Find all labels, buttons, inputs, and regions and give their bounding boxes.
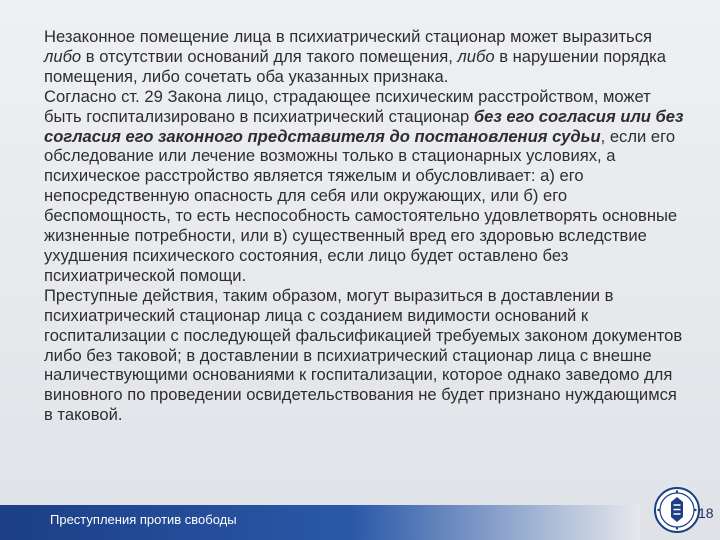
paragraph-2-text-2: , если его обследование или лечение возможны только в стационарных условиях, а психическое расстройство является тяжелым и обусловливает: а) его непосредственную опасность для себя или окружающих, или б) его беспомощность, то есть неспособность самостоятельно удовлетворять основные жизненные потребности, или в) существенный вред его здоровью вследствие ухудшения психического состояния, если лицо будет оставлено без психиатрической помощи. <box>44 126 678 285</box>
paragraph-1 <box>44 27 684 87</box>
paragraph-3 <box>44 286 684 425</box>
page-number: 18 <box>698 505 714 521</box>
university-seal-icon <box>654 487 700 533</box>
paragraph-1-text-3: в нарушении порядка помещения, либо сочетать оба указанных признака. <box>44 46 666 86</box>
slide-body <box>44 27 684 425</box>
footer-title: Преступления против свободы <box>50 512 237 527</box>
paragraph-1-emphasis-1: либо <box>44 46 82 66</box>
paragraph-2 <box>44 87 684 286</box>
paragraph-3-text: Преступные действия, таким образом, могут выразиться в доставлении в психиатрический стационар лица с созданием видимости оснований к госпитализации с последующей фальсификацией требуемых законом документов либо без таковой; в доставлении в психиатрический стационар лица с внешне наличествующими основаниями к госпитализации, которое однако заведомо для виновного по проведении освидетельствования не будет признано нуждающимся в таковой. <box>44 285 683 425</box>
paragraph-2-text: Согласно ст. 29 Закона лицо, страдающее психическим расстройством, может быть госпитализировано в психиатрический стационар <box>44 86 651 126</box>
paragraph-1-text-2: в отсутствии оснований для такого помещения, <box>81 46 458 66</box>
paragraph-2-emphasis: без его согласия или без согласия его законного представителя до постановления судьи <box>44 106 684 146</box>
paragraph-1-text: Незаконное помещение лица в психиатрический стационар может выразиться <box>44 27 652 46</box>
paragraph-1-emphasis-2: либо <box>457 46 495 66</box>
